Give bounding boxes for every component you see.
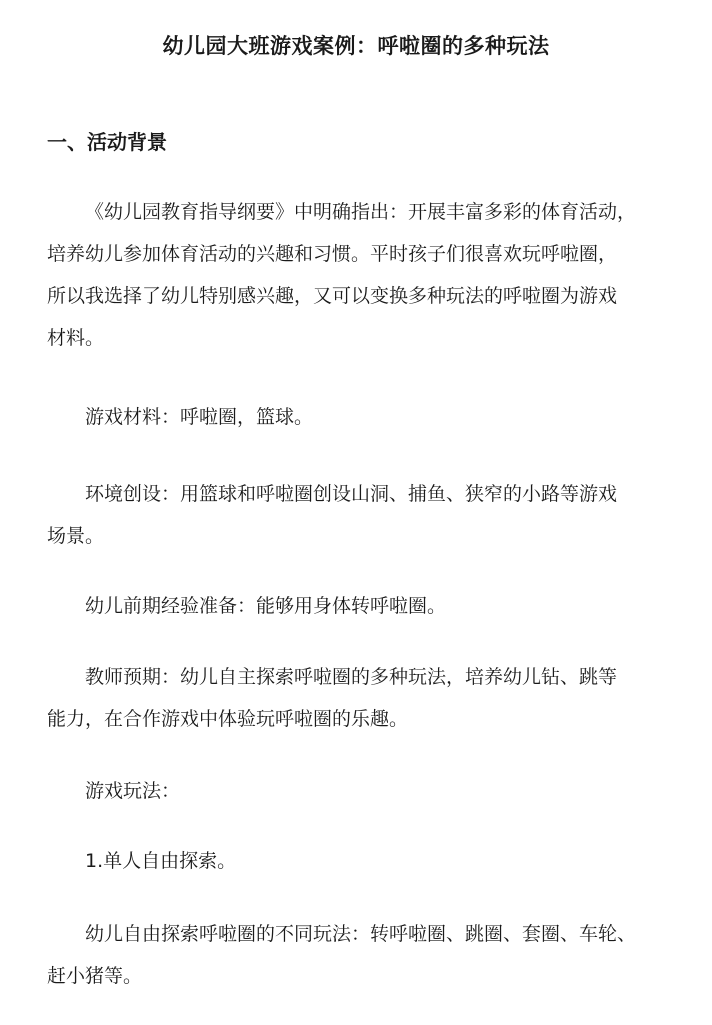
paragraph-environment-setup: 环境创设：用篮球和呼啦圈创设山洞、捕鱼、狭窄的小路等游戏 场景。: [47, 483, 618, 547]
paragraph-free-exploration: 幼儿自由探索呼啦圈的不同玩法：转呼啦圈、跳圈、套圈、车轮、 赶小猪等。: [47, 923, 637, 987]
paragraph-gameplay-heading: 游戏玩法：: [85, 780, 181, 802]
paragraph-solo-exploration: 1.单人自由探索。: [85, 850, 237, 872]
paragraph-game-materials: 游戏材料：呼啦圈，篮球。: [85, 406, 314, 428]
paragraph-prior-experience: 幼儿前期经验准备：能够用身体转呼啦圈。: [85, 595, 447, 617]
section-heading-activity-background: 一、活动背景: [47, 130, 167, 154]
document-title: 幼儿园大班游戏案例：呼啦圈的多种玩法: [162, 34, 550, 58]
paragraph-guideline: 《幼儿园教育指导纲要》中明确指出：开展丰富多彩的体育活动， 培养幼儿参加体育活动的兴趣和习惯。平时孩子们很喜欢玩呼啦圈， 所以我选择了幼儿特别感兴趣，又可以变换多种玩法的呼啦圈为游戏 材料。: [47, 201, 637, 349]
paragraph-teacher-expectation: 教师预期：幼儿自主探索呼啦圈的多种玩法，培养幼儿钻、跳等 能力，在合作游戏中体验玩呼啦圈的乐趣。: [47, 666, 618, 730]
